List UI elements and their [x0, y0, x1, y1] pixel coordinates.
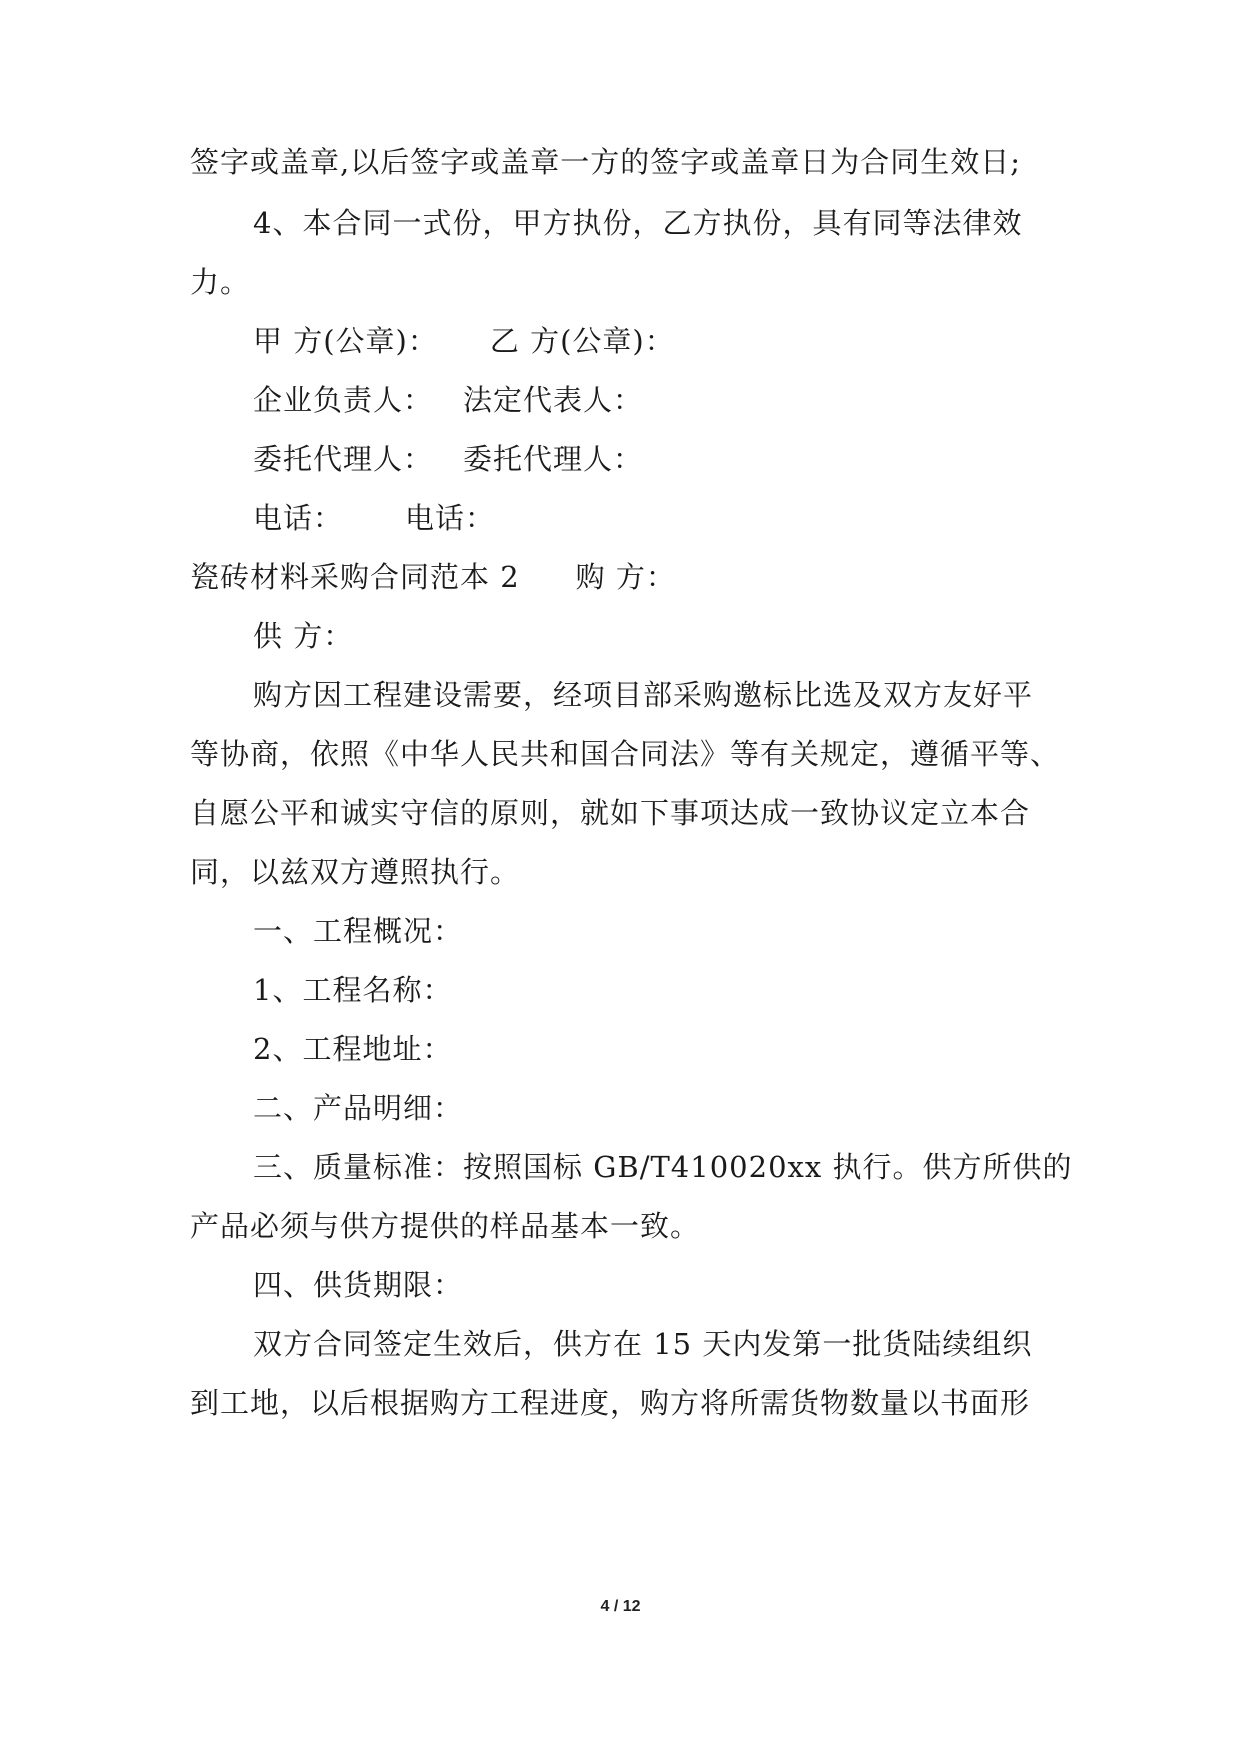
party-a-seal-label: 甲 方(公章)： [253, 324, 438, 358]
phone-a-label: 电话： [253, 501, 344, 535]
clause-heading: 四、供货期限： [253, 1268, 464, 1302]
paragraph-line: 4、本合同一式份，甲方执份，乙方执份，具有同等法律效 [253, 206, 1023, 240]
signature-row-party [253, 321, 675, 361]
agent-b-label: 委托代理人： [463, 442, 644, 476]
paragraph-line: 产品必须与供方提供的样品基本一致。 [190, 1209, 701, 1243]
phone-b-label: 电话： [405, 501, 496, 535]
paragraph-line: 力。 [190, 265, 251, 299]
legal-representative-label: 法定代表人： [463, 383, 644, 417]
party-b-seal-label: 乙 方(公章)： [489, 324, 675, 358]
section-title: 瓷砖材料采购合同范本 2 [190, 560, 520, 594]
page-number: 4 / 12 [600, 1598, 641, 1615]
paragraph-line: 等协商，依照《中华人民共和国合同法》等有关规定，遵循平等、 [190, 737, 1061, 771]
agent-a-label: 委托代理人： [253, 442, 434, 476]
buyer-label: 购 方： [575, 560, 676, 594]
paragraph-line: 双方合同签定生效后，供方在 15 天内发第一批货陆续组织 [253, 1327, 1033, 1361]
clause-item: 2、工程地址： [253, 1032, 453, 1066]
paragraph-line: 自愿公平和诚实守信的原则，就如下事项达成一致协议定立本合 [190, 796, 1031, 830]
paragraph-line: 到工地，以后根据购方工程进度，购方将所需货物数量以书面形 [190, 1386, 1031, 1420]
supplier-label: 供 方： [253, 619, 354, 653]
paragraph-line: 同，以兹双方遵照执行。 [190, 855, 521, 889]
responsible-person-label: 企业负责人： [253, 383, 434, 417]
signature-row-representative [253, 380, 643, 420]
clause-item: 1、工程名称： [253, 973, 453, 1007]
signature-row-phone [253, 498, 495, 538]
clause-heading: 二、产品明细： [253, 1091, 464, 1125]
section-heading-row [190, 557, 676, 597]
paragraph-line: 购方因工程建设需要，经项目部采购邀标比选及双方友好平 [253, 678, 1034, 712]
clause-heading: 一、工程概况： [253, 914, 464, 948]
clause-heading: 三、质量标准：按照国标 GB/T410020xx 执行。供方所供的 [253, 1150, 1073, 1184]
signature-row-agent [253, 439, 643, 479]
paragraph-line: 签字或盖章,以后签字或盖章一方的签字或盖章日为合同生效日; [190, 145, 1021, 179]
